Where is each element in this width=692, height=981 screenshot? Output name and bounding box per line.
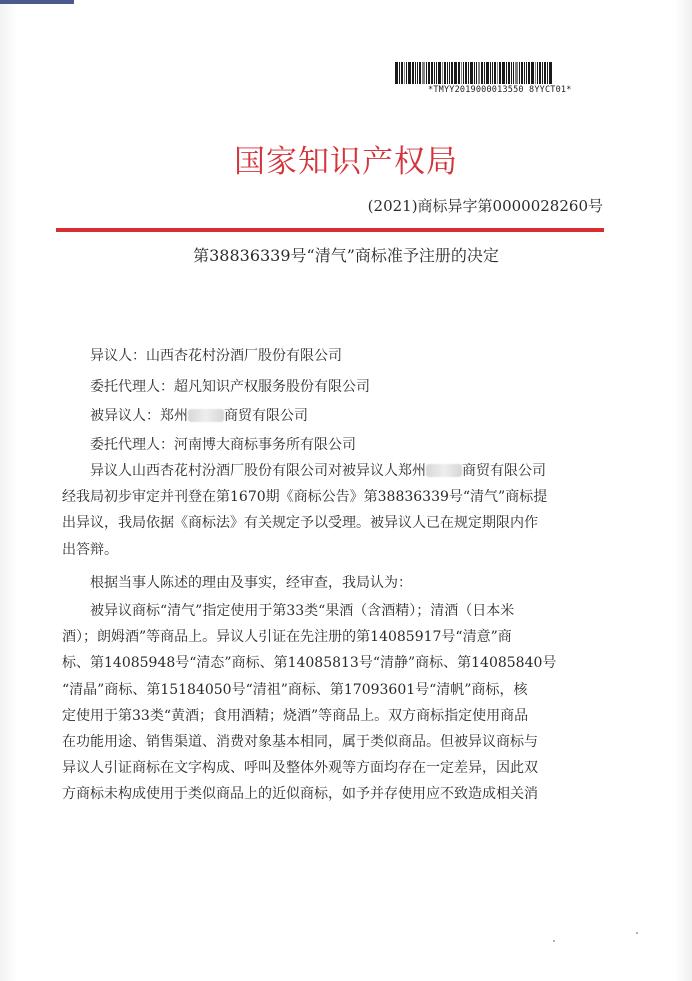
barcode-bar — [492, 62, 493, 84]
party-value-suffix: 商贸有限公司 — [224, 408, 308, 424]
paragraph-line: 在功能用途、销售渠道、消费对象基本相同，属于类似商品。但被异议商标与 — [62, 734, 538, 751]
barcode-bar — [406, 62, 407, 84]
paragraph-line: 异议人引证商标在文字构成、呼叫及整体外观等方面均存在一定差异，因此双 — [62, 760, 538, 777]
barcode-bar — [502, 62, 505, 84]
barcode-bar — [417, 62, 418, 84]
barcode-bar — [442, 62, 443, 84]
barcode-bar — [463, 62, 464, 84]
barcode-bar — [549, 62, 552, 84]
barcode-bar — [431, 62, 433, 84]
party-opponent — [90, 345, 342, 365]
barcode-bar — [476, 62, 477, 84]
barcode-bar — [535, 62, 536, 84]
barcode-bar — [513, 62, 514, 84]
barcode-bar — [426, 62, 427, 84]
party-opponent-agent — [90, 376, 370, 396]
barcode-bar — [404, 62, 405, 84]
scan-speck — [553, 940, 555, 942]
paragraph-line: 标、第14085948号“清态”商标、第14085813号“清静”商标、第14085840号 — [62, 655, 557, 672]
barcode-bar — [419, 62, 421, 84]
barcode-bar — [478, 62, 480, 84]
paragraph-line: 被异议商标“清气”指定使用于第33类“果酒（含酒精）；清酒（日本米 — [90, 603, 515, 619]
office-name: 国家知识产权局 — [234, 144, 458, 180]
scan-speck — [636, 932, 638, 934]
paragraph-opposition — [62, 458, 608, 563]
decision-title: 第38836339号“清气”商标准予注册的决定 — [193, 246, 499, 265]
barcode-bar — [497, 62, 498, 84]
paragraph-line: 出答辩。 — [62, 541, 118, 558]
barcode-bar — [444, 62, 446, 84]
barcode-bar — [519, 62, 520, 84]
barcode-bar — [515, 62, 518, 84]
barcode-bar — [508, 62, 510, 84]
barcode-bar — [447, 62, 448, 84]
barcode-bar — [438, 62, 441, 84]
party-value: 超凡知识产权服务股份有限公司 — [174, 379, 370, 395]
paragraph-line: 酒）；朗姆酒”等商品上。异议人引证在先注册的第14085917号“清意”商 — [62, 629, 512, 646]
party-value: 河南博大商标事务所有限公司 — [174, 437, 356, 453]
barcode-bar — [537, 62, 538, 84]
barcode-bar — [490, 62, 491, 84]
paragraph-line: 出异议，我局依据《商标法》有关规定予以受理。被异议人已在规定期限内作 — [62, 515, 538, 532]
corner-mark — [0, 0, 74, 4]
barcode-bar — [486, 62, 489, 84]
paragraph-line: 定使用于第33类“黄酒；食用酒精；烧酒”等商品上。双方商标指定使用商品 — [62, 707, 529, 724]
barcode-bar — [451, 62, 453, 84]
barcode-bar — [470, 62, 473, 84]
barcode-bar — [415, 62, 416, 84]
barcode-bar — [481, 62, 483, 84]
barcode-bar — [395, 62, 398, 84]
paragraph-analysis — [62, 598, 608, 808]
document-number: (2021)商标异字第0000028260号 — [367, 197, 603, 215]
redacted-blur — [426, 464, 462, 477]
barcode-text: *TMYY2019000013550 8YYCT01* — [428, 85, 572, 95]
party-value: 山西杏花村汾酒厂股份有限公司 — [146, 348, 342, 364]
red-rule-divider — [56, 228, 604, 232]
barcode-bar — [484, 62, 485, 84]
barcode-bar — [468, 62, 469, 84]
barcode-bar — [528, 62, 530, 84]
barcode-bar — [506, 62, 507, 84]
paragraph-line: 异议人山西杏花村汾酒厂股份有限公司对被异议人郑州 商贸有限公司 — [90, 463, 546, 479]
paragraph-line: 根据当事人陈述的理由及事实，经审查，我局认为： — [90, 575, 412, 591]
barcode-bar — [436, 62, 437, 84]
paragraph-finding-intro — [90, 570, 608, 596]
barcode-bar — [428, 62, 430, 84]
barcode — [395, 62, 585, 84]
barcode-bar — [524, 62, 525, 84]
barcode-bar — [526, 62, 527, 84]
redacted-blur — [188, 409, 224, 422]
barcode-bar — [474, 62, 475, 84]
barcode-bar — [465, 62, 467, 84]
party-label: 委托代理人： — [90, 437, 174, 453]
barcode-bar — [547, 62, 548, 84]
barcode-bar — [408, 62, 411, 84]
paragraph-line: 方商标未构成使用于类似商品上的近似商标，如予并存使用应不致造成相关消 — [62, 786, 538, 803]
barcode-bar — [454, 62, 457, 84]
barcode-bar — [542, 62, 543, 84]
party-respondent-agent — [90, 434, 356, 454]
barcode-bar — [521, 62, 523, 84]
barcode-bar — [401, 62, 403, 84]
party-label: 异议人： — [90, 348, 146, 364]
barcode-bar — [499, 62, 501, 84]
barcode-bar — [531, 62, 534, 84]
barcode-bar — [412, 62, 414, 84]
barcode-bar — [422, 62, 425, 84]
barcode-bar — [544, 62, 546, 84]
party-value-prefix: 郑州 — [160, 408, 188, 424]
barcode-bar — [461, 62, 462, 84]
barcode-bar — [449, 62, 450, 84]
barcode-bar — [458, 62, 460, 84]
paragraph-line: “清晶”商标、第15184050号“清祖”商标、第17093601号“清帆”商标，核 — [62, 681, 528, 698]
paragraph-line: 经我局初步审定并刊登在第1670期《商标公告》第38836339号“清气”商标提 — [62, 489, 548, 506]
barcode-bar — [539, 62, 541, 84]
party-label: 被异议人： — [90, 408, 160, 424]
party-respondent — [90, 405, 308, 425]
barcode-bar — [511, 62, 512, 84]
barcode-bar — [399, 62, 400, 84]
barcode-bar — [434, 62, 435, 84]
party-label: 委托代理人： — [90, 379, 174, 395]
barcode-bar — [494, 62, 496, 84]
